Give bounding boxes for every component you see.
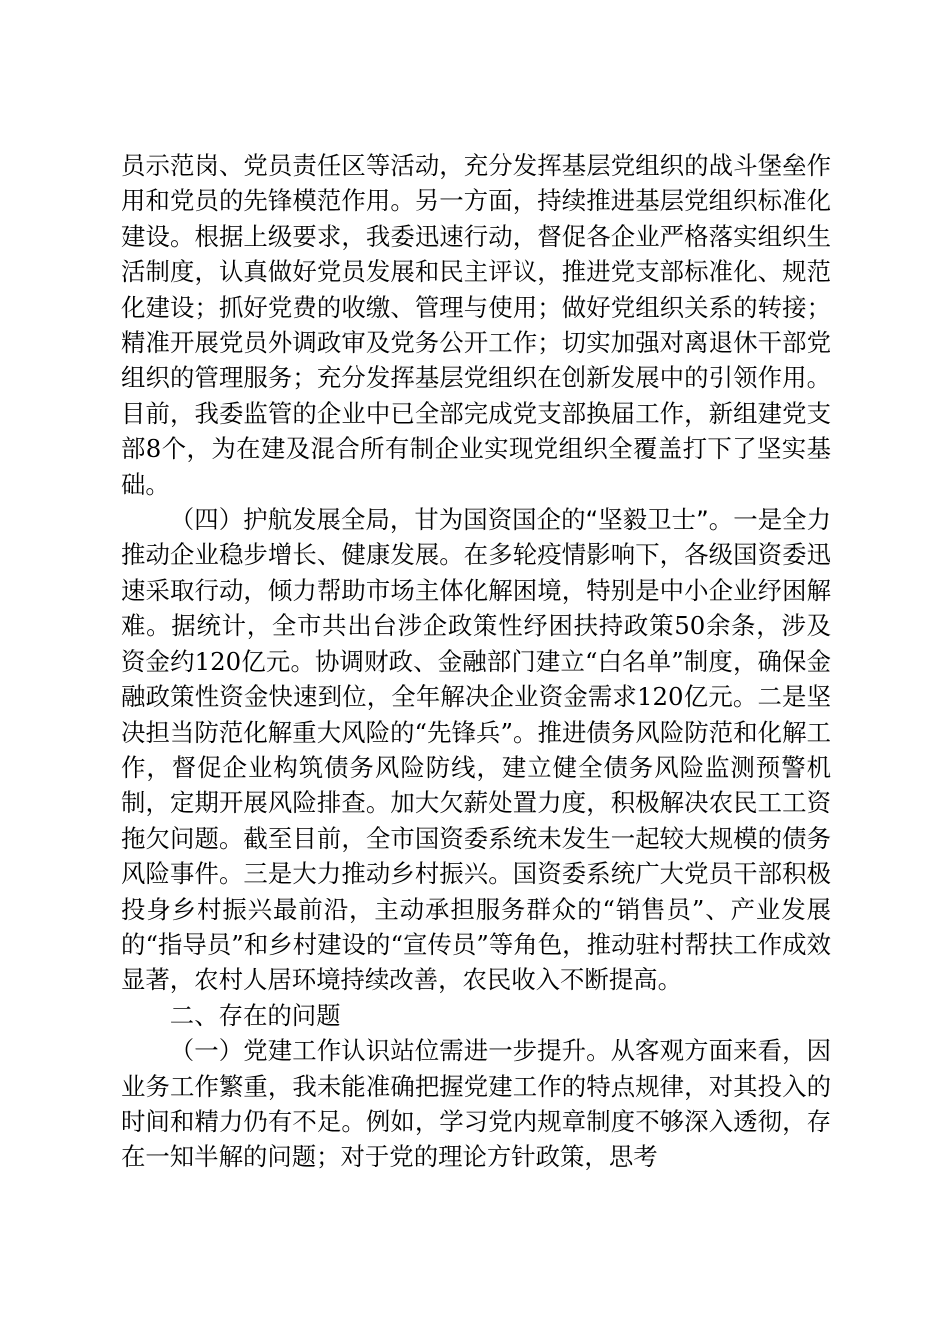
document-page — [121, 148, 831, 1175]
paragraph-safeguard-development — [121, 502, 831, 998]
paragraph-party-organization: 员示范岗、党员责任区等活动，充分发挥基层党组织的战斗堡垒作用和党员的先锋模范作用。另一方面，持续推进基层党组织标准化建设。根据上级要求，我委迅速行动，督促各企业严格落实组织生活制度，认真做好党员发展和民主评议，推进党支部标准化、规范化建设；抓好党费的收缴、管理与使用；做好党组织关系的转接；精准开展党员外调政审及党务公开工作；切实加强对离退休干部党组织的管理服务；充分发挥基层党组织在创新发展中的引领作用。目前，我委监管的企业中已全部完成党支部换届工作，新组建党支部8个，为在建及混合所有制企业实现党组织全覆盖打下了坚实基础。 — [121, 151, 831, 499]
section-heading-problems: 二、存在的问题 — [169, 1000, 341, 1030]
problem-title-1: （一）党建工作认识站位需进一步提升。 — [169, 1036, 611, 1066]
paragraph-problem-1 — [121, 1033, 831, 1175]
subsection-title-4: （四）护航发展全局，甘为国资国企的“坚毅卫士”。 — [169, 505, 734, 535]
problem-body-1: 从客观方面来看，因业务工作繁重，我未能准确把握党建工作的特点规律，对其投入的时间和精力仍有不足。例如，学习党内规章制度不够深入透彻，存在一知半解的问题；对于党的理论方针政策，思考 — [121, 1036, 831, 1172]
subsection-body-4: 一是全力推动企业稳步增长、健康发展。在多轮疫情影响下，各级国资委迅速采取行动，倾力帮助市场主体化解困境，特别是中小企业纾困解难。据统计，全市共出台涉企政策性纾困扶持政策50余条，涉及资金约120亿元。协调财政、金融部门建立“白名单”制度，确保金融政策性资金快速到位，全年解决企业资金需求120亿元。二是坚决担当防范化解重大风险的“先锋兵”。推进债务风险防范和化解工作，督促企业构筑债务风险防线，建立健全债务风险监测预警机制，定期开展风险排查。加大欠薪处置力度，积极解决农民工工资拖欠问题。截至目前，全市国资委系统未发生一起较大规模的债务风险事件。三是大力推动乡村振兴。国资委系统广大党员干部积极投身乡村振兴最前沿，主动承担服务群众的“销售员”、产业发展的“指导员”和乡村建设的“宣传员”等角色，推动驻村帮扶工作成效显著，农村人居环境持续改善，农民收入不断提高。 — [121, 505, 831, 995]
